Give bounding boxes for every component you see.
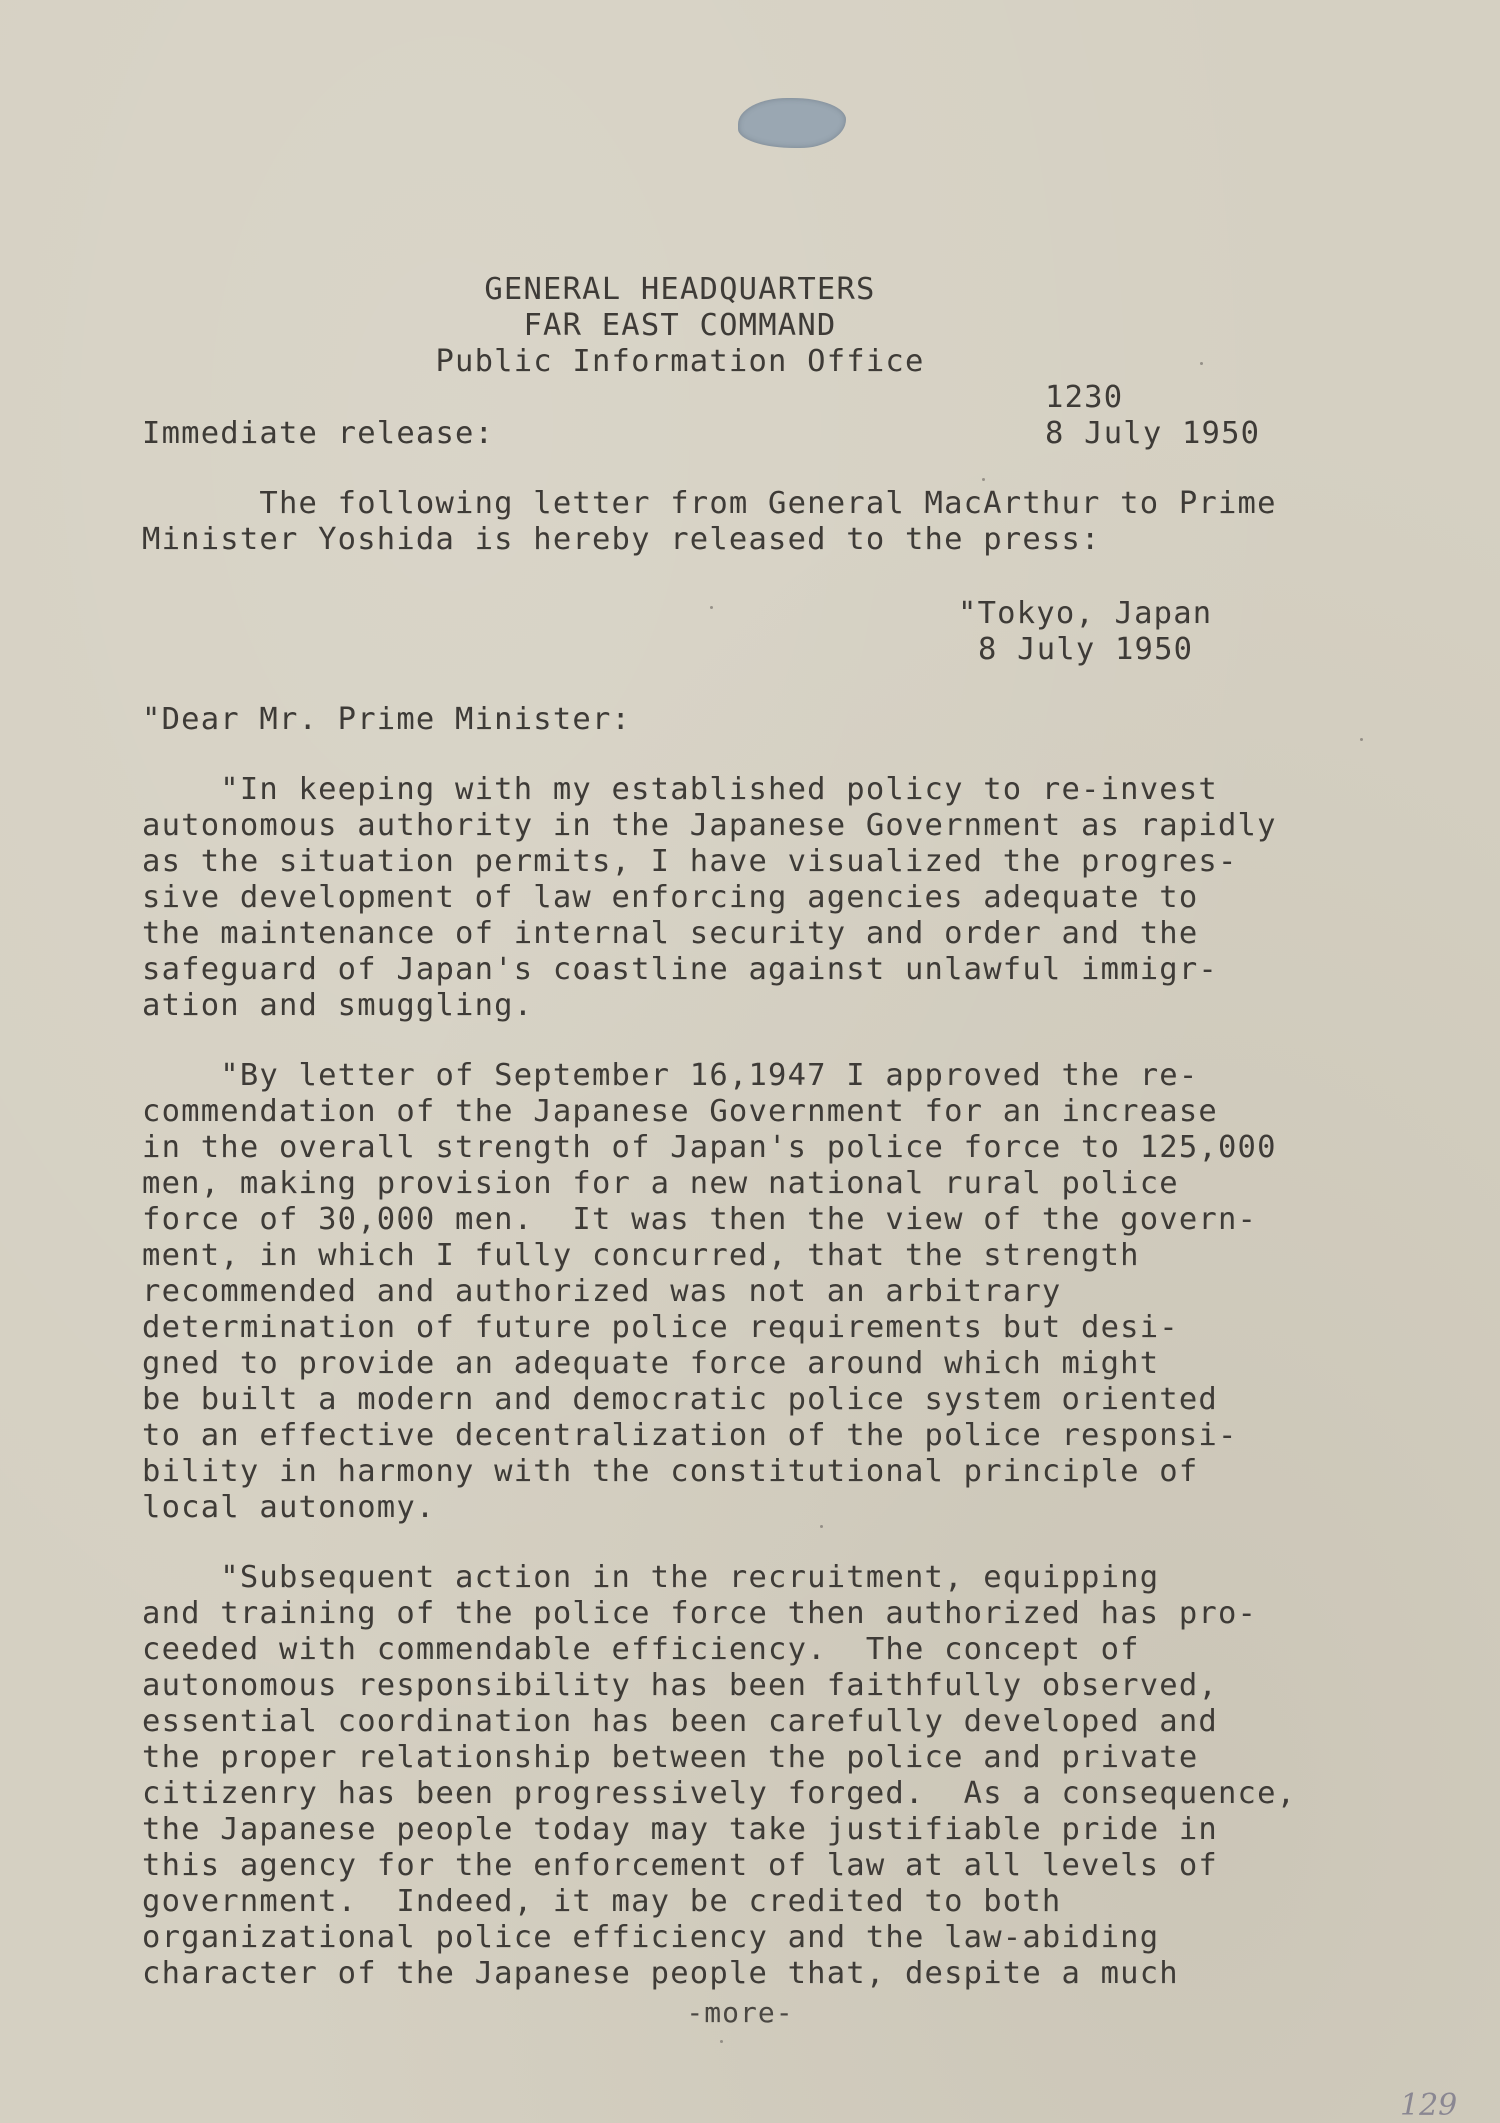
p2-line: force of 30,000 men. It was then the view of the govern- [142, 1202, 1258, 1237]
release-date: 8 July 1950 [1045, 416, 1261, 451]
header-line-2: FAR EAST COMMAND [523, 308, 837, 343]
p2-line: ment, in which I fully concurred, that the strength [142, 1238, 1140, 1273]
salutation: "Dear Mr. Prime Minister: [142, 702, 632, 737]
paper-speck [982, 478, 985, 481]
release-time: 1230 [1045, 380, 1124, 415]
p2-line: gned to provide an adequate force around which might [142, 1346, 1160, 1381]
paper-speck [710, 606, 713, 609]
p3-line: the proper relationship between the police and private [142, 1740, 1199, 1775]
p2-line: determination of future police requirements but desi- [142, 1310, 1179, 1345]
header-line-1: GENERAL HEADQUARTERS [484, 272, 876, 307]
release-label: Immediate release: [142, 416, 495, 451]
p3-line: character of the Japanese people that, despite a much [142, 1956, 1179, 1991]
p3-line: organizational police efficiency and the law-abiding [142, 1920, 1160, 1955]
p2-line: men, making provision for a new national rural police [142, 1166, 1179, 1201]
p2-line: in the overall strength of Japan's police force to 125,000 [142, 1130, 1277, 1165]
p1-line: the maintenance of internal security and order and the [142, 916, 1199, 951]
more-continuation: -more- [686, 1996, 794, 2029]
p3-line: citizenry has been progressively forged. As a consequence, [142, 1776, 1297, 1811]
p3-line: government. Indeed, it may be credited to both [142, 1884, 1062, 1919]
p3-line: ceeded with commendable efficiency. The concept of [142, 1632, 1140, 1667]
p1-line: "In keeping with my established policy to re-invest [142, 772, 1218, 807]
p2-line: recommended and authorized was not an arbitrary [142, 1274, 1062, 1309]
page-number: 129 [1400, 2088, 1458, 2123]
p1-line: safeguard of Japan's coastline against unlawful immigr- [142, 952, 1218, 987]
intro-text-1: The following letter from General MacArthur to Prime [259, 486, 1277, 521]
paper-speck [1200, 362, 1203, 365]
intro-line-1 [142, 486, 1277, 522]
p2-line: be built a modern and democratic police system oriented [142, 1382, 1218, 1417]
p2-line: local autonomy. [142, 1490, 436, 1525]
p3-line: "Subsequent action in the recruitment, equipping [142, 1560, 1160, 1595]
letter-place: "Tokyo, Japan [958, 596, 1213, 631]
p1-line: autonomous authority in the Japanese Government as rapidly [142, 808, 1277, 843]
p1-line: sive development of law enforcing agencies adequate to [142, 880, 1199, 915]
p2-line: bility in harmony with the constitutional principle of [142, 1454, 1199, 1489]
p3-line: the Japanese people today may take justifiable pride in [142, 1812, 1218, 1847]
paper-speck [820, 1525, 823, 1528]
p1-line: ation and smuggling. [142, 988, 534, 1023]
paper-speck [1360, 738, 1363, 741]
letter-date: 8 July 1950 [978, 632, 1194, 667]
p1-line: as the situation permits, I have visualized the progres- [142, 844, 1238, 879]
p3-line: autonomous responsibility has been faithfully observed, [142, 1668, 1218, 1703]
p2-line: "By letter of September 16,1947 I approved the re- [142, 1058, 1199, 1093]
punch-hole-mark [738, 98, 846, 148]
p2-line: to an effective decentralization of the police responsi- [142, 1418, 1238, 1453]
intro-line-2: Minister Yoshida is hereby released to the press: [142, 522, 1101, 557]
p3-line: this agency for the enforcement of law at all levels of [142, 1848, 1218, 1883]
p3-line: and training of the police force then authorized has pro- [142, 1596, 1258, 1631]
paper-speck [720, 2040, 723, 2043]
p2-line: commendation of the Japanese Government for an increase [142, 1094, 1218, 1129]
header-line-3: Public Information Office [435, 344, 925, 379]
p3-line: essential coordination has been carefully developed and [142, 1704, 1218, 1739]
